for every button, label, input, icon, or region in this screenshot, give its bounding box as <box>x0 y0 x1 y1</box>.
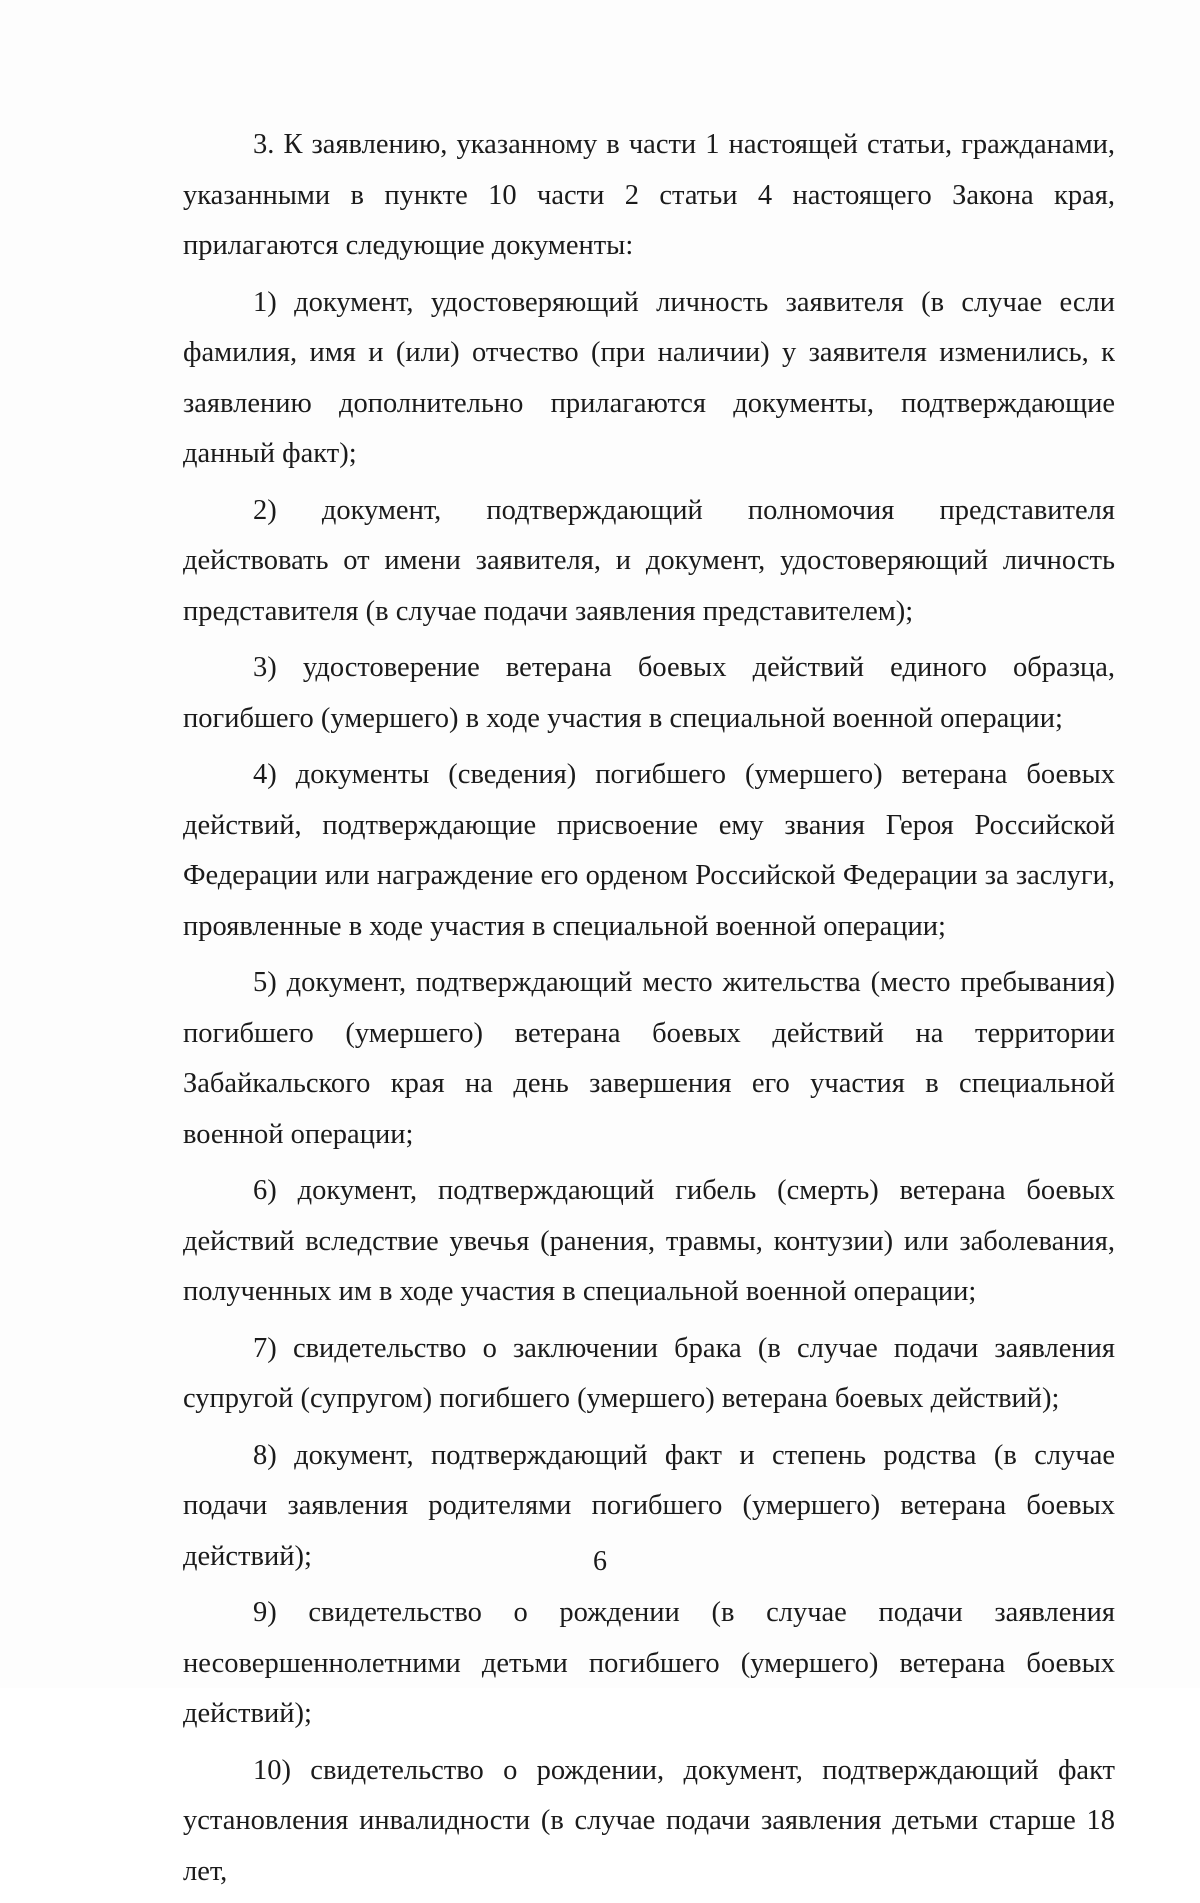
list-item-2: 2) документ, подтверждающий полномочия представителя действовать от имени заявителя, и документ, удостоверяющий личность представителя (в случае подачи заявления представителем); <box>183 494 1115 627</box>
document-body <box>183 120 1115 1903</box>
list-item-10: 10) свидетельство о рождении, документ, подтверждающий факт установления инвалидности (в случае подачи заявления детьми старше 18 лет, <box>183 1754 1115 1887</box>
page-number: 6 <box>593 1546 607 1577</box>
list-item-5: 5) документ, подтверждающий место жительства (место пребывания) погибшего (умершего) ветерана боевых действий на территории Забайкальского края на день завершения его участия в специальной военной операции; <box>183 967 1115 1150</box>
list-item-3: 3) удостоверение ветерана боевых действий единого образца, погибшего (умершего) в ходе участия в специальной военной операции; <box>183 652 1115 734</box>
list-item-6: 6) документ, подтверждающий гибель (смерть) ветерана боевых действий вследствие увечья (ранения, травмы, контузии) или заболевания, полученных им в ходе участия в специальной военной операции; <box>183 1175 1115 1307</box>
list-item-7: 7) свидетельство о заключении брака (в случае подачи заявления супругой (супругом) погибшего (умершего) ветерана боевых действий); <box>183 1332 1115 1414</box>
paragraph-3: 3. К заявлению, указанному в части 1 настоящей статьи, гражданами, указанными в пункте 10 части 2 статьи 4 настоящего Закона края, прилагаются следующие документы: <box>183 129 1115 261</box>
list-item-1: 1) документ, удостоверяющий личность заявителя (в случае если фамилия, имя и (или) отчество (при наличии) у заявителя изменились, к заявлению дополнительно прилагаются документы, подтверждающие данный факт); <box>183 286 1115 469</box>
list-item-9: 9) свидетельство о рождении (в случае подачи заявления несовершеннолетними детьми погибшего (умершего) ветерана боевых действий); <box>183 1597 1115 1729</box>
list-item-4: 4) документы (сведения) погибшего (умершего) ветерана боевых действий, подтверждающие присвоение ему звания Героя Российской Федерации или награждение его орденом Российской Федерации за заслуги, проявленные в ходе участия в специальной военной операции; <box>183 759 1115 942</box>
list-item-8: 8) документ, подтверждающий факт и степень родства (в случае подачи заявления родителями погибшего (умершего) ветерана боевых действий); <box>183 1439 1115 1572</box>
